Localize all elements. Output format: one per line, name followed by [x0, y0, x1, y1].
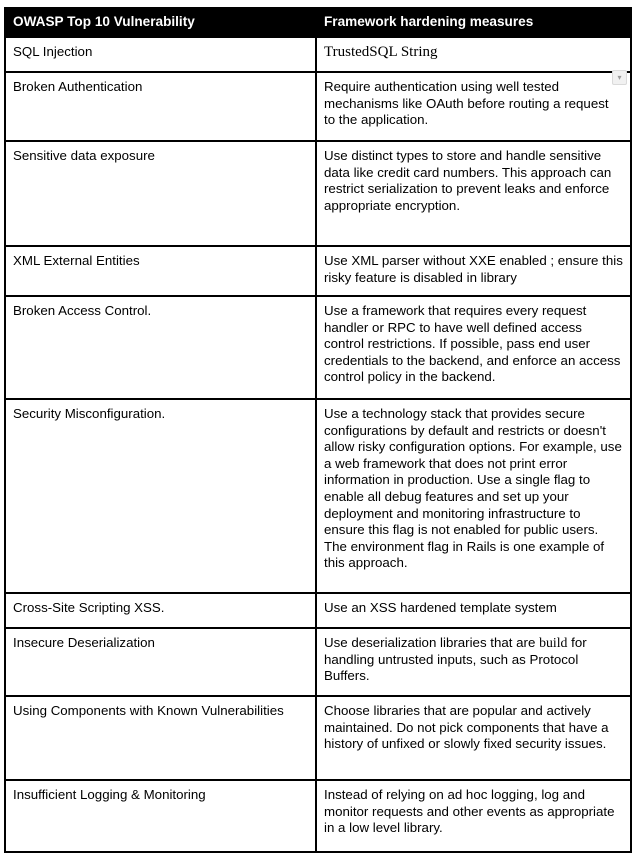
measure-cell: Instead of relying on ad hoc logging, log and monitor requests and other events as appropriate in a low level library.	[316, 780, 631, 852]
vulnerability-cell: Security Misconfiguration.	[5, 399, 316, 593]
header-measures-column: Framework hardening measures	[316, 8, 631, 37]
table-row	[5, 37, 631, 72]
measure-cell: Use an XSS hardened template system	[316, 593, 631, 628]
table-row	[5, 628, 631, 696]
measure-cell	[316, 37, 631, 72]
vulnerability-cell: XML External Entities	[5, 246, 316, 296]
measure-cell: Use XML parser without XXE enabled ; ensure this risky feature is disabled in library	[316, 246, 631, 296]
measure-text-serif: TrustedSQL String	[324, 44, 438, 60]
measure-cell: Use distinct types to store and handle sensitive data like credit card numbers. This approach can restrict serialization to prevent leaks and enforce appropriate encryption.	[316, 141, 631, 246]
vulnerability-cell: Sensitive data exposure	[5, 141, 316, 246]
table-row	[5, 696, 631, 780]
measure-cell	[316, 628, 631, 696]
measure-text: for handling untrusted inputs, such as Protocol Buffers.	[324, 635, 587, 684]
measure-text: Use deserialization libraries that are	[324, 635, 540, 650]
table-row	[5, 72, 631, 141]
table-row	[5, 141, 631, 246]
vulnerability-cell: Insecure Deserialization	[5, 628, 316, 696]
table-row	[5, 593, 631, 628]
measure-cell: Use a technology stack that provides secure configurations by default and restricts or doesn't allow risky configuration options. For example, use a web framework that does not print error information in production. Use a single flag to enable all debug features and set up your deployment and monitoring infrastructure to ensure this flag is not enabled for public users. The environment flag in Rails is one example of this approach.	[316, 399, 631, 593]
measure-text-serif-word: build	[539, 635, 568, 650]
table-header-row	[5, 8, 631, 37]
measure-cell: Require authentication using well tested mechanisms like OAuth before routing a request to the application.	[316, 72, 631, 141]
vulnerability-cell: Broken Access Control.	[5, 296, 316, 399]
measure-cell: Use a framework that requires every request handler or RPC to have well defined access control restrictions. If possible, pass end user credentials to the backend, and enforce an access control policy in the backend.	[316, 296, 631, 399]
table-row	[5, 246, 631, 296]
table-row	[5, 399, 631, 593]
vulnerability-cell: Cross-Site Scripting XSS.	[5, 593, 316, 628]
vulnerability-cell: SQL Injection	[5, 37, 316, 72]
vulnerability-cell: Using Components with Known Vulnerabilities	[5, 696, 316, 780]
vulnerability-cell: Insufficient Logging & Monitoring	[5, 780, 316, 852]
measure-cell: Choose libraries that are popular and actively maintained. Do not pick components that have a history of unfixed or slowly fixed security issues.	[316, 696, 631, 780]
table-row	[5, 780, 631, 852]
collapsed-comment-icon[interactable]: ▾	[612, 70, 627, 85]
table-row	[5, 296, 631, 399]
owasp-hardening-table	[4, 7, 632, 853]
header-vulnerability-column: OWASP Top 10 Vulnerability	[5, 8, 316, 37]
vulnerability-cell: Broken Authentication	[5, 72, 316, 141]
